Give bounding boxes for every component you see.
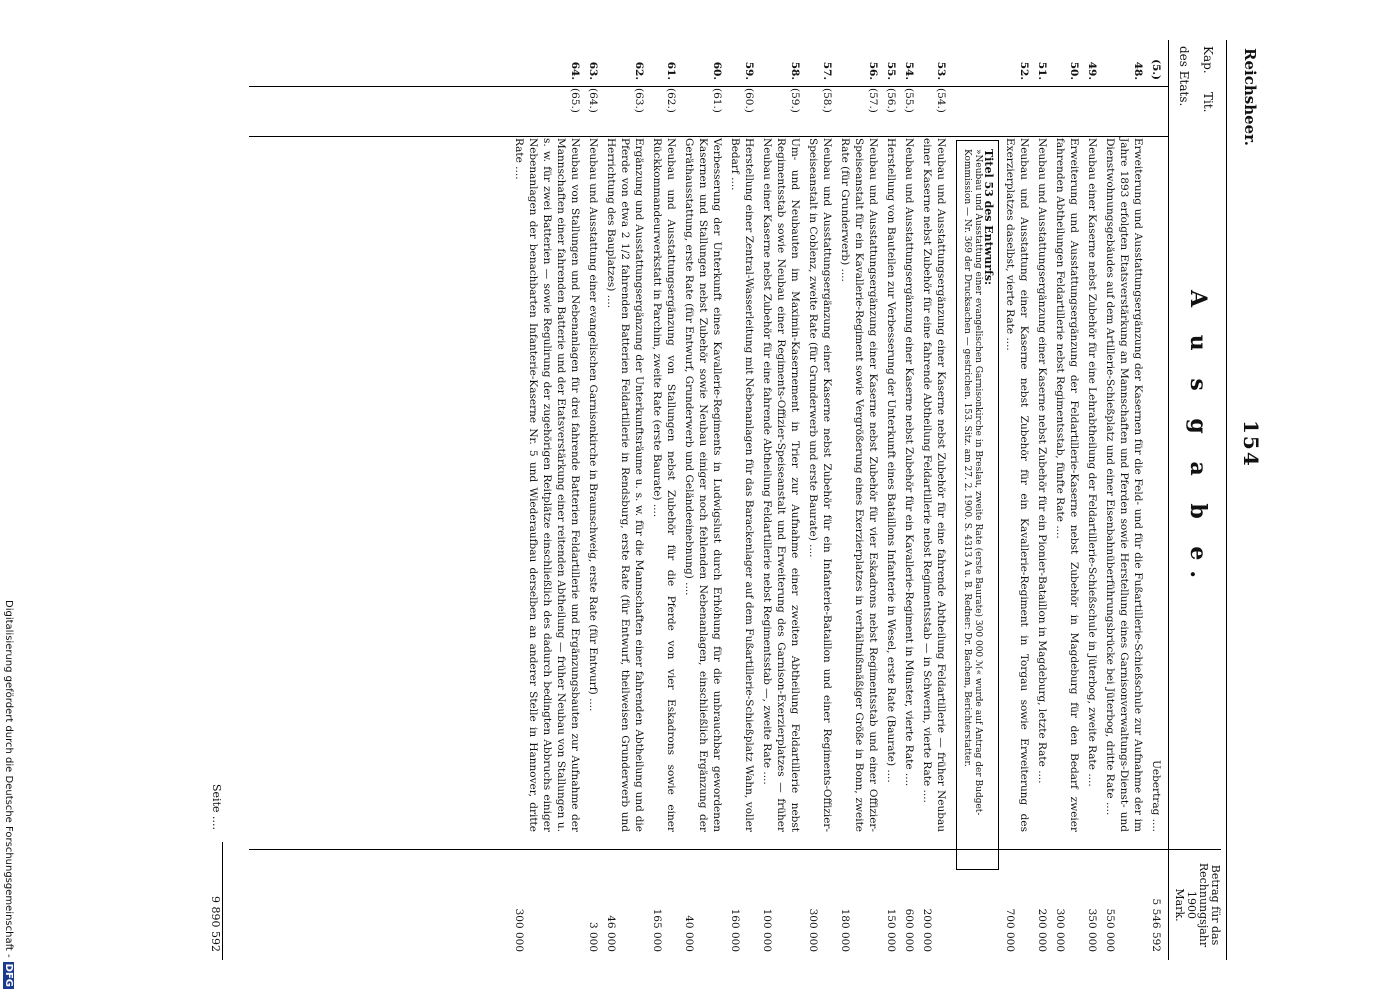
row-text: Neubau einer Kaserne nebst Zubehör für eine Lehrabtheilung der Feldartillerie-Schießschule in Jüterbog, zweite Rate .... [1086, 138, 1098, 787]
row-amount: 100 000 [761, 908, 773, 952]
col-etat: des Etats. [1177, 46, 1191, 107]
row-old-tit [1103, 84, 1145, 128]
row-old-tit: (65.) [569, 88, 581, 113]
row-old-tit: (59.) [789, 88, 801, 113]
row-amount: 700 000 [1004, 908, 1016, 952]
kap-value: (5.) [1150, 59, 1162, 80]
column-header [1168, 40, 1221, 960]
budget-row [806, 40, 834, 960]
row-amount: 300 000 [807, 908, 819, 952]
row-old-tit: (55.) [903, 88, 915, 113]
budget-row [1003, 40, 1031, 960]
row-tit: 51. [1036, 61, 1048, 80]
row-old-tit: (63.) [633, 88, 645, 113]
carry-row [1149, 40, 1163, 960]
row-old-tit: (57.) [867, 88, 879, 113]
row-text: Neubau und Ausstattungsergänzung einer Kaserne nebst Zubehör für vier Eskadrons nebst Regimentsstab und einer Offizier-Speiseanstalt für ein Kavallerie-Regiment sowie Vergrößerung eines Exerzierplatzes in verhältnißmäßiger Größe in Bonn, zweite Rate (für Grunderwerb) .... [839, 138, 879, 832]
row-text: Verbesserung der Unterkunft eines Kavallerie-Regiments in Ludwigslust durch Erhöhung für die unbrauchbar gewordenen Kasernen und Stallungen nebst Zubehör sowie Neubau einiger noch fehlenden Nebenanlagen, einschließlich Ergänzung der Geräthausstattung, erste Rate (für Entwurf, Grunderwerb und Geländeeinebnung) .... [683, 138, 723, 832]
row-tit: 64. [569, 61, 581, 80]
row-text: Neubau von Stallungen und Nebenanlagen für drei fahrende Batterien Feldartillerie und Ergänzungsbauten zur Aufnahme der Mannschaften einer fahrenden Batterie und der Etatsverstärkung einer reitenden Abtheilung — früher Neubau von Stallungen u. s. w. für zwei Batterien — sowie Regulirung der zugehörigen Reitplätze einschließlich des dadurch bedingten Abbruchs einiger Nebenanlagen der benachbarten Infanterie-Kaserne Nr. 5 und Wiederaufbau derselben an anderer Stelle in Hannover, dritte Rate .... [513, 138, 581, 832]
budget-row [682, 40, 724, 960]
col-amount [1169, 849, 1221, 960]
document-page [43, 40, 1313, 960]
budget-row [920, 40, 948, 960]
budget-row [884, 40, 898, 960]
dfg-logo: DFG [3, 963, 14, 987]
row-tit: 58. [789, 61, 801, 80]
row-text: Neubau und Ausstattung einer Kaserne nebst Zubehör für ein Kavallerie-Regiment in Torgau sowie Erweiterung des Exerzierplatzes daselbst, vierte Rate .... [1004, 138, 1030, 832]
row-text: Neubau und Ausstattungsergänzung einer Kaserne nebst Zubehör für ein Infanterie-Bataillon und einer Regiments-Offizier-Speiseanstalt in Coblenz, zweite Rate (für Grunderwerb und erste Baurate) .... [807, 138, 833, 832]
sum-amount: 9 890 592 [209, 842, 223, 960]
notice-text: »Neubau und Ausstattung einer evangelischen Garnisonkirche in Breslau, zweite Rate (erste Baurate) 300 000 ℳ« wurde auf Antrag der Budget-Kommission — Nr. 369 der Drucksachen — gestrichen. 153. Sitz. am 27. 2. 1900. S. 4313 A u. B. Redner: Dr. Bachem, Berichterstatter. [962, 149, 983, 816]
row-tit: 49. [1086, 61, 1098, 80]
row-amount: 350 000 [1086, 908, 1098, 952]
col-amount-label: Betrag für das Rechnungsjahr 1900 [1185, 862, 1222, 948]
budget-row [1053, 40, 1081, 960]
budget-row [728, 40, 756, 960]
budget-row [604, 40, 646, 960]
carry-amount: 5 546 592 [1150, 898, 1162, 952]
row-tit: 56. [867, 61, 879, 80]
row-text: Herstellung von Bauteilen zur Verbesserung der Unterkunft eines Bataillons Infanterie in Wesel, erste Rate (Baurate) .... [885, 138, 897, 783]
page-header [1226, 40, 1273, 960]
row-tit: 48. [1132, 61, 1144, 80]
budget-row [1035, 40, 1049, 960]
row-amount: 200 000 [1036, 908, 1048, 952]
row-tit: 61. [665, 61, 677, 80]
row-text: Herstellung einer Zentral-Wasserleitung mit Nebenanlagen für das Barackenlager auf dem Fußartillerie-Schießplatz Wahn, voller Bedarf .... [729, 138, 755, 832]
budget-rows [508, 40, 1163, 960]
row-amount: 180 000 [839, 908, 851, 952]
row-amount: 46 000 [605, 915, 617, 952]
row-text: Neubau und Ausstattungsergänzung von Stallungen nebst Zubehör für die Pferde von vier Eskadrons sowie einer Rückkommandeurwerkstatt in Parchim, zweite Rate (erste Baurate) .... [651, 138, 677, 832]
col-unit: Mark. [1173, 888, 1186, 922]
row-old-tit [1035, 84, 1049, 128]
row-text: Neubau und Ausstattungsergänzung einer Kaserne nebst Zubehör für eine fahrende Abtheilung Feldartillerie — früher Neubau einer Kaserne nebst Zubehör für eine fahrende Abtheilung Feldartillerie nebst Regimentsstab — in Schwerin, vierte Rate .... [921, 138, 947, 832]
footer [3, 600, 14, 989]
row-text: Neubau und Ausstattungsergänzung einer Kaserne nebst Zubehör für ein Kavallerie-Regiment in Münster, vierte Rate .... [903, 138, 915, 787]
ausgabe-title: A u s g a b e. [1185, 290, 1211, 589]
row-tit: 53. [935, 61, 947, 80]
budget-row [650, 40, 678, 960]
row-old-tit: (61.) [711, 88, 723, 113]
row-amount: 300 000 [1054, 908, 1066, 952]
col-tit: Tit. [1201, 92, 1215, 113]
row-tit: 54. [903, 61, 915, 80]
notice-box [956, 140, 999, 870]
row-tit: 57. [821, 61, 833, 80]
row-tit: 60. [711, 61, 723, 80]
row-text: Neubau und Ausstattung einer evangelischen Garnisonkirche in Braunschweig, erste Rate (für Entwurf) .... [587, 138, 599, 712]
row-old-tit: (60.) [743, 88, 755, 113]
row-tit: 62. [633, 61, 645, 80]
row-text: Erweiterung und Ausstattungsergänzung der Feldartillerie-Kaserne nebst Zubehör in Magdeburg für den Bedarf zweier fahrenden Abtheilungen Feldartillerie nebst Regimentsstab, fünfte Rate .... [1054, 138, 1080, 832]
row-amount: 550 000 [1104, 908, 1116, 952]
sum-label: Seite .... [210, 784, 223, 830]
row-text: Um- und Neubauten im Maximin-Kasernement in Trier zur Aufnahme einer zweiten Abtheilung Feldartillerie nebst Regimentsstab sowie Neubau einer Regiments-Offizier-Speiseanstalt und Erweiterung des Garnison-Exerzierplatzes — früher Neubau einer Kaserne nebst Zubehör für eine fahrende Abtheilung Feldartillerie nebst Regimentsstab —, zweite Rate .... [761, 138, 801, 832]
row-amount: 165 000 [651, 908, 663, 952]
row-old-tit: (56.) [885, 88, 897, 113]
budget-row [1103, 40, 1145, 960]
row-text: Erweiterung und Ausstattungsergänzung der Kasernen für die Feld- und für die Fußartillerie-Schießschule zur Aufnahme der im Jahre 1893 erfolgten Etatsverstärkung an Mannschaften und Pferden sowie Herstellung eines Garnisonverwaltungs-Dienst- und Dienstwohnungsgebäudes auf dem Artillerie-Schießplatz und einer Eisenbahnüberführungsbrücke bei Jüterbog, dritte Rate .... [1104, 138, 1144, 832]
row-tit: 50. [1068, 61, 1080, 80]
row-old-tit [1003, 84, 1031, 128]
carry-label: Uebertrag .... [1150, 760, 1162, 832]
row-amount: 600 000 [903, 908, 915, 952]
budget-row [512, 40, 582, 960]
page-number: 154 [1239, 420, 1263, 468]
row-amount: 200 000 [921, 908, 933, 952]
budget-row [1085, 40, 1099, 960]
row-old-tit: (64.) [587, 88, 599, 113]
row-amount: 150 000 [885, 908, 897, 952]
budget-row [586, 40, 600, 960]
row-amount: 40 000 [683, 915, 695, 952]
row-text: Neubau und Ausstattungsergänzung einer Kaserne nebst Zubehör für ein Pionier-Bataillon in Magdeburg, letzte Rate .... [1036, 138, 1048, 784]
budget-row [902, 40, 916, 960]
row-amount: 3 000 [587, 921, 599, 952]
row-tit: 63. [587, 61, 599, 80]
row-tit: 59. [743, 61, 755, 80]
row-old-tit [1053, 84, 1081, 128]
section-title: Reichsheer. [1241, 48, 1259, 146]
row-text: Ergänzung und Ausstattungsergänzung der Unterkunftsräume u. s. w. für die Mannschaften einer fahrenden Abtheilung und die Pferde von etwa 2 1/2 fahrenden Batterien Feldartillerie in Rendsburg, erste Rate (für Entwurf, theilweisen Grunderwerb und Herrichtung des Bauplatzes) .... [605, 138, 645, 832]
row-tit: 55. [885, 61, 897, 80]
row-old-tit: (54.) [935, 88, 947, 113]
row-amount: 300 000 [513, 908, 525, 952]
notice-title: Titel 53 des Entwurfs: [982, 149, 995, 286]
row-old-tit [1085, 84, 1099, 128]
row-old-tit: (58.) [821, 88, 833, 113]
row-amount: 160 000 [729, 908, 741, 952]
footer-text: Digitalisierung gefördert durch die Deutsche Forschungsgemeinschaft - [3, 600, 14, 958]
budget-row [838, 40, 880, 960]
row-tit: 52. [1018, 61, 1030, 80]
row-old-tit: (62.) [665, 88, 677, 113]
budget-row [760, 40, 802, 960]
col-kap: Kap. [1201, 46, 1215, 74]
